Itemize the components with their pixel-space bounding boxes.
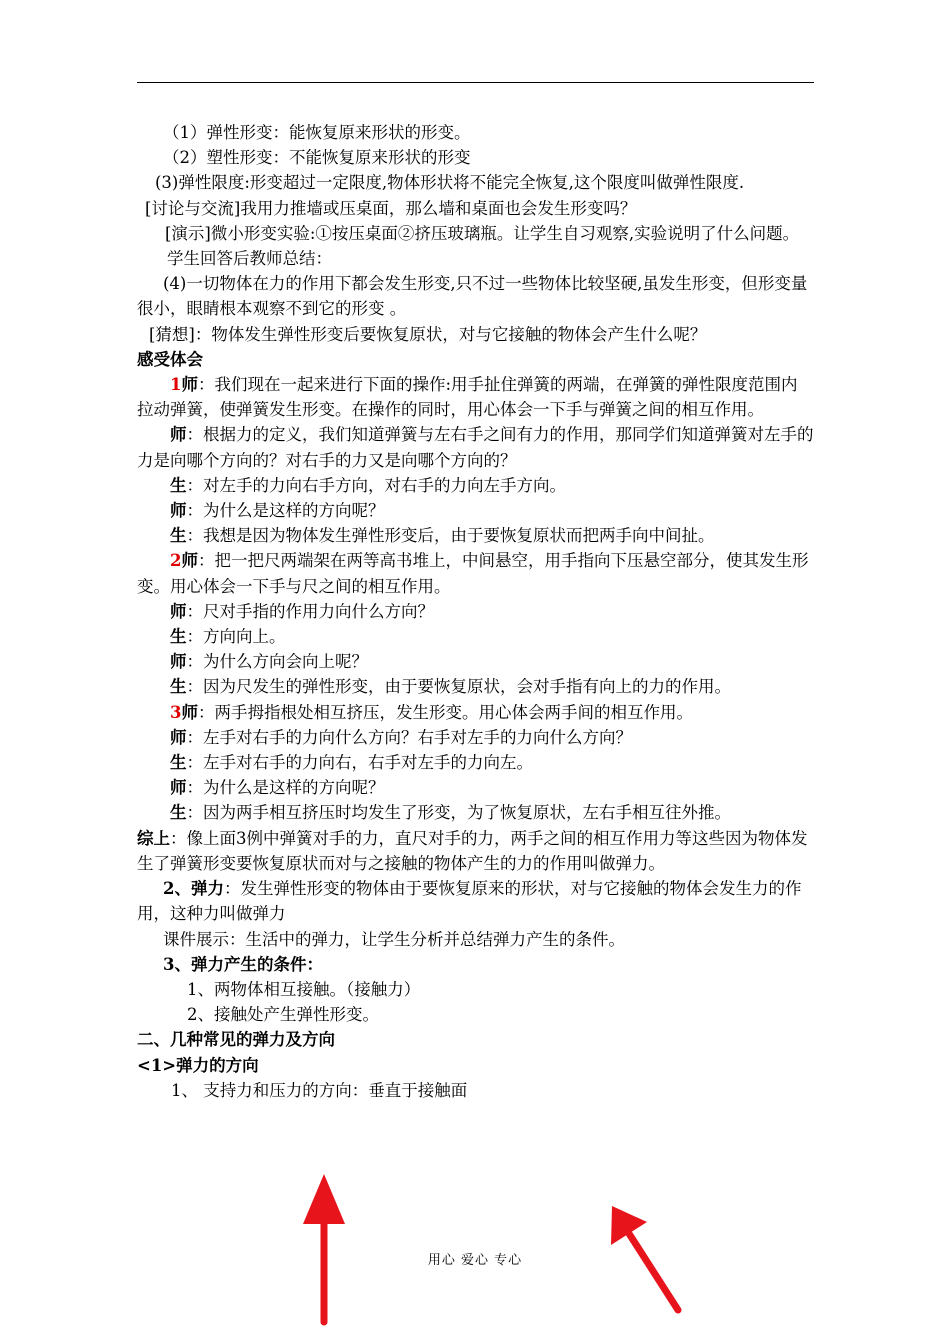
dialogue-line xyxy=(137,473,814,498)
definition-text: ：发生弹性形变的物体由于要恢复原来的形状，对与它接触的物体会发生力的作用，这种力叫做弹力 xyxy=(137,879,802,924)
speaker-teacher: 师 xyxy=(181,375,198,395)
speaker-teacher: 师 xyxy=(170,652,187,672)
dialogue-line xyxy=(137,800,814,825)
section-heading: 二、几种常见的弹力及方向 xyxy=(137,1030,335,1050)
dialogue-line xyxy=(137,599,814,624)
text-line: [讨论与交流]我用力推墙或压桌面，那么墙和桌面也会发生形变吗？ xyxy=(145,198,637,218)
dialogue-line xyxy=(137,725,814,750)
dialogue-paragraph xyxy=(137,422,814,472)
text-paragraph: (3)弹性限度:形变超过一定限度,物体形状将不能完全恢复,这个限度叫做弹性限度. xyxy=(155,173,745,193)
dialogue-paragraph xyxy=(137,372,814,422)
speaker-student: 生 xyxy=(170,526,187,546)
dialogue-text: ：方向向上。 xyxy=(186,627,286,647)
document-body xyxy=(137,120,814,1103)
subsection-heading: <1>弹力的方向 xyxy=(137,1055,259,1075)
header-rule xyxy=(137,82,814,83)
text-line: （2）塑性形变：不能恢复原来形状的形变 xyxy=(163,148,471,168)
dialogue-text: ：尺对手指的作用力向什么方向？ xyxy=(186,601,434,621)
dialogue-text: ：左手对右手的力向什么方向？右手对左手的力向什么方向？ xyxy=(186,727,632,747)
arrow-up-icon xyxy=(303,1174,345,1322)
summary-label: 综上 xyxy=(137,828,170,848)
dialogue-line xyxy=(137,498,814,523)
speaker-student: 生 xyxy=(170,803,187,823)
page-footer: 用心 爱心 专心 xyxy=(427,1253,523,1268)
definition-label: 2、弹力 xyxy=(163,879,224,899)
definition-paragraph xyxy=(137,876,814,926)
speaker-student: 生 xyxy=(170,627,187,647)
list-item: 1、 支持力和压力的方向：垂直于接触面 xyxy=(171,1080,468,1100)
dialogue-text: ：根据力的定义，我们知道弹簧与左右手之间有力的作用，那同学们知道弹簧对左手的力是向哪个方向的？对右手的力又是向哪个方向的？ xyxy=(137,425,814,470)
text-paragraph: [演示]微小形变实验:①按压桌面②挤压玻璃瓶。让学生自习观察,实验说明了什么问题。 xyxy=(165,223,800,243)
speaker-teacher: 师 xyxy=(170,601,187,621)
dialogue-text: ：两手拇指根处相互挤压，发生形变。用心体会两手间的相互作用。 xyxy=(197,702,693,722)
dialogue-text: ：因为尺发生的弹性形变，由于要恢复原状，会对手指有向上的力的作用。 xyxy=(186,677,731,697)
list-item: 1、两物体相互接触。（接触力） xyxy=(187,979,421,999)
dialogue-text: ：对左手的力向右手方向，对右手的力向左手方向。 xyxy=(186,475,566,495)
dialogue-paragraph xyxy=(137,548,814,598)
dialogue-line xyxy=(137,674,814,699)
text-line: （1）弹性形变：能恢复原来形状的形变。 xyxy=(163,123,471,142)
dialogue-text: ：我们现在一起来进行下面的操作:用手扯住弹簧的两端，在弹簧的弹性限度范围内拉动弹簧，使弹簧发生形变。在操作的同时，用心体会一下手与弹簧之间的相互作用。 xyxy=(137,375,798,420)
summary-paragraph xyxy=(137,826,814,876)
dialogue-line xyxy=(137,775,814,800)
dialogue-line xyxy=(137,649,814,674)
speaker-teacher: 师 xyxy=(170,425,187,445)
list-item: 2、接触处产生弹性形变。 xyxy=(187,1005,379,1025)
text-line: 学生回答后教师总结： xyxy=(167,249,332,269)
step-number: 2 xyxy=(170,551,182,571)
speaker-teacher: 师 xyxy=(181,551,198,571)
dialogue-line xyxy=(137,750,814,775)
dialogue-text: ：我想是因为物体发生弹性形变后，由于要恢复原状而把两手向中间扯。 xyxy=(186,526,715,546)
speaker-student: 生 xyxy=(170,677,187,697)
speaker-student: 生 xyxy=(170,753,187,773)
speaker-teacher: 师 xyxy=(181,702,198,722)
text-line: 课件展示：生活中的弹力，让学生分析并总结弹力产生的条件。 xyxy=(163,929,625,949)
speaker-teacher: 师 xyxy=(170,778,187,798)
dialogue-text: ：因为两手相互挤压时均发生了形变，为了恢复原状，左右手相互往外推。 xyxy=(186,803,731,823)
summary-text: ：像上面3例中弹簧对手的力，直尺对手的力，两手之间的相互作用力等这些因为物体发生了弹簧形变要恢复原状而对与之接触的物体产生的力的作用叫做弹力。 xyxy=(137,828,808,873)
dialogue-text: ：为什么方向会向上呢？ xyxy=(186,652,368,672)
dialogue-text: ：为什么是这样的方向呢？ xyxy=(186,501,385,521)
text-line: [猜想]：物体发生弹性形变后要恢复原状，对与它接触的物体会产生什么呢？ xyxy=(149,324,707,344)
step-number: 1 xyxy=(170,375,182,395)
speaker-teacher: 师 xyxy=(170,501,187,521)
dialogue-text: ：左手对右手的力向右，右手对左手的力向左。 xyxy=(186,753,533,773)
step-number: 3 xyxy=(170,702,182,722)
section-heading: 3、弹力产生的条件： xyxy=(163,954,323,974)
dialogue-line xyxy=(137,624,814,649)
dialogue-line xyxy=(137,523,814,548)
speaker-student: 生 xyxy=(170,475,187,495)
dialogue-text: ：为什么是这样的方向呢？ xyxy=(186,778,385,798)
text-paragraph: (4)一切物体在力的作用下都会发生形变,只不过一些物体比较坚硬,虽发生形变，但形变量很小，眼睛根本观察不到它的形变 。 xyxy=(137,274,808,319)
dialogue-line xyxy=(137,700,814,725)
dialogue-text: ：把一把尺两端架在两等高书堆上，中间悬空，用手指向下压悬空部分，使其发生形变。用心体会一下手与尺之间的相互作用。 xyxy=(137,551,809,596)
speaker-teacher: 师 xyxy=(170,727,187,747)
section-heading: 感受体会 xyxy=(137,349,203,369)
